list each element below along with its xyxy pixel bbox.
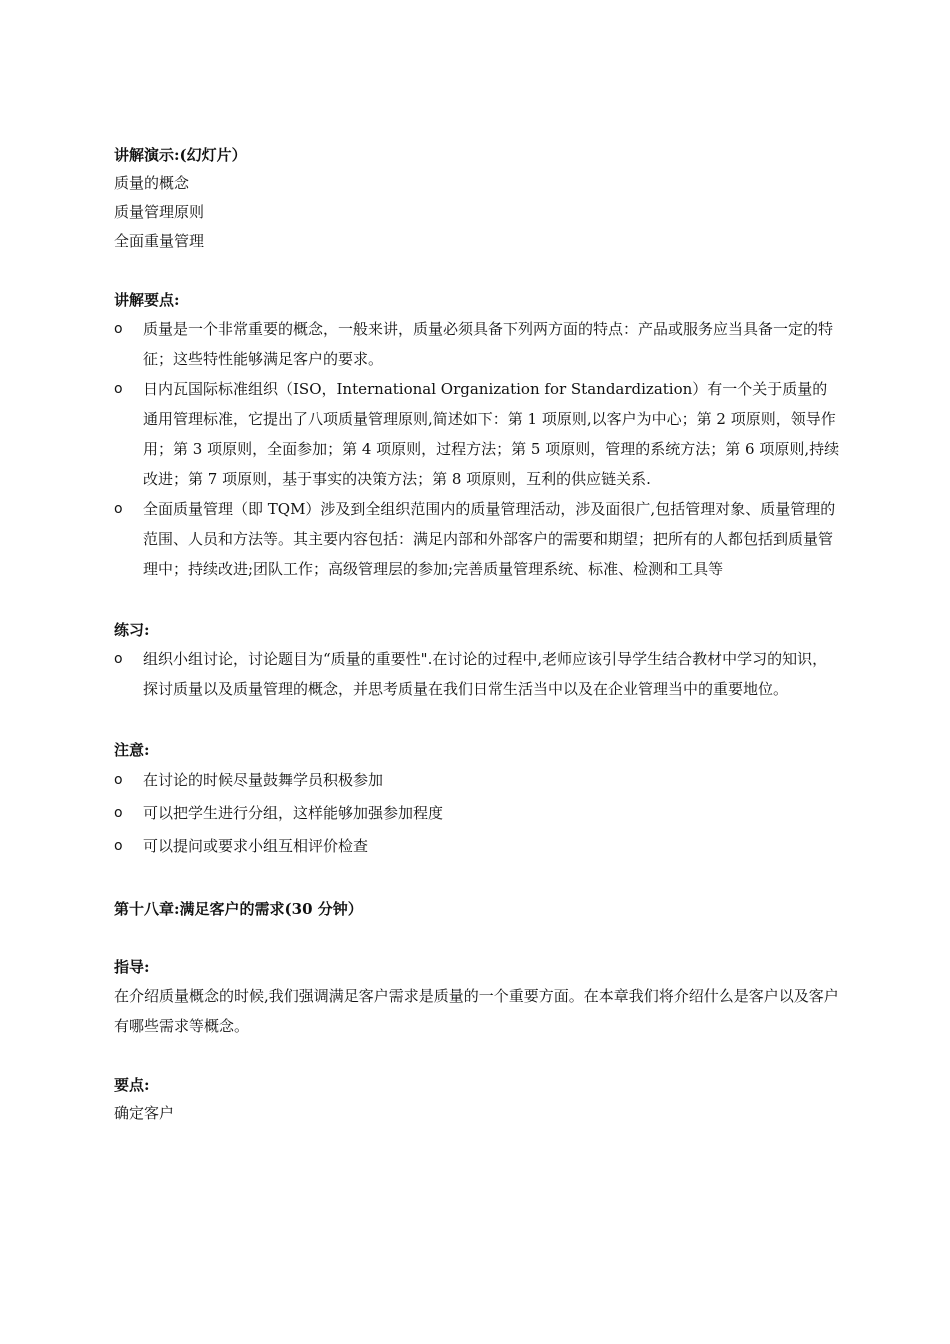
section-heading-key-points: 讲解要点: <box>114 291 180 309</box>
bullet-icon: o <box>114 321 123 337</box>
list-item-text: 组织小组讨论，讨论题目为“质量的重要性".在讨论的过程中,老师应该引导学生结合教材中学习的知识，探讨质量以及质量管理的概念，并思考质量在我们日常生活当中以及在企业管理当中的重要地位。 <box>143 650 828 698</box>
bullet-icon: o <box>114 805 123 821</box>
bullet-icon: o <box>114 381 123 397</box>
list-item <box>114 314 840 374</box>
bullet-icon: o <box>114 838 123 854</box>
bullet-icon: o <box>114 651 123 667</box>
list-item <box>114 644 840 704</box>
section-heading-guidance: 指导: <box>114 958 150 976</box>
list-item-text: 可以提问或要求小组互相评价检查 <box>143 837 369 855</box>
bullet-icon: o <box>114 501 123 517</box>
section-heading-presentation: 讲解演示:(幻灯片） <box>114 146 247 164</box>
document-page <box>114 141 840 1128</box>
topic-item: 质量的概念 <box>114 174 190 192</box>
notes-list <box>114 764 840 863</box>
section-heading-notes: 注意: <box>114 741 150 759</box>
list-item <box>114 764 840 797</box>
list-item-text: 可以把学生进行分组，这样能够加强参加程度 <box>143 804 444 822</box>
list-item <box>114 494 840 584</box>
list-item <box>114 797 840 830</box>
exercise-list <box>114 644 840 704</box>
list-item-text: 质量是一个非常重要的概念，一般来讲，质量必须具备下列两方面的特点：产品或服务应当具备一定的特征；这些特性能够满足客户的要求。 <box>143 320 834 368</box>
key-points-list <box>114 314 840 584</box>
guidance-paragraph: 在介绍质量概念的时候,我们强调满足客户需求是质量的一个重要方面。在本章我们将介绍什么是客户以及客户有哪些需求等概念。 <box>114 987 839 1035</box>
bullet-icon: o <box>114 772 123 788</box>
list-item <box>114 374 840 494</box>
topic-item: 全面重量管理 <box>114 232 205 250</box>
topic-item: 质量管理原则 <box>114 203 205 221</box>
list-item-text: 全面质量管理（即 TQM）涉及到全组织范围内的质量管理活动，涉及面很广,包括管理对象、质量管理的范围、人员和方法等。其主要内容包括：满足内部和外部客户的需要和期望；把所有的人都包括到质量管理中；持续改进;团队工作；高级管理层的参加;完善质量管理系统、标准、检测和工具等 <box>143 500 836 578</box>
list-item-text: 在讨论的时候尽量鼓舞学员积极参加 <box>143 771 384 789</box>
section-heading-essentials: 要点: <box>114 1076 150 1094</box>
section-heading-exercise: 练习: <box>114 621 150 639</box>
topic-item: 确定客户 <box>114 1104 175 1122</box>
list-item <box>114 830 840 863</box>
list-item-text: 日内瓦国际标准组织（ISO，International Organization for Standardization）有一个关于质量的通用管理标准，它提出了八项质量管理原则,简述如下：第 1 项原则,以客户为中心；第 2 项原则，领导作用；第 3 项原则，全面参加；第 4 项原则，过程方法；第 5 项原则，管理的系统方法；第 6 项原则,持续改进；第 7 项原则，基于事实的决策方法；第 8 项原则，互利的供应链关系. <box>143 380 840 488</box>
chapter-title: 第十八章:满足客户的需求(30 分钟） <box>114 900 363 918</box>
